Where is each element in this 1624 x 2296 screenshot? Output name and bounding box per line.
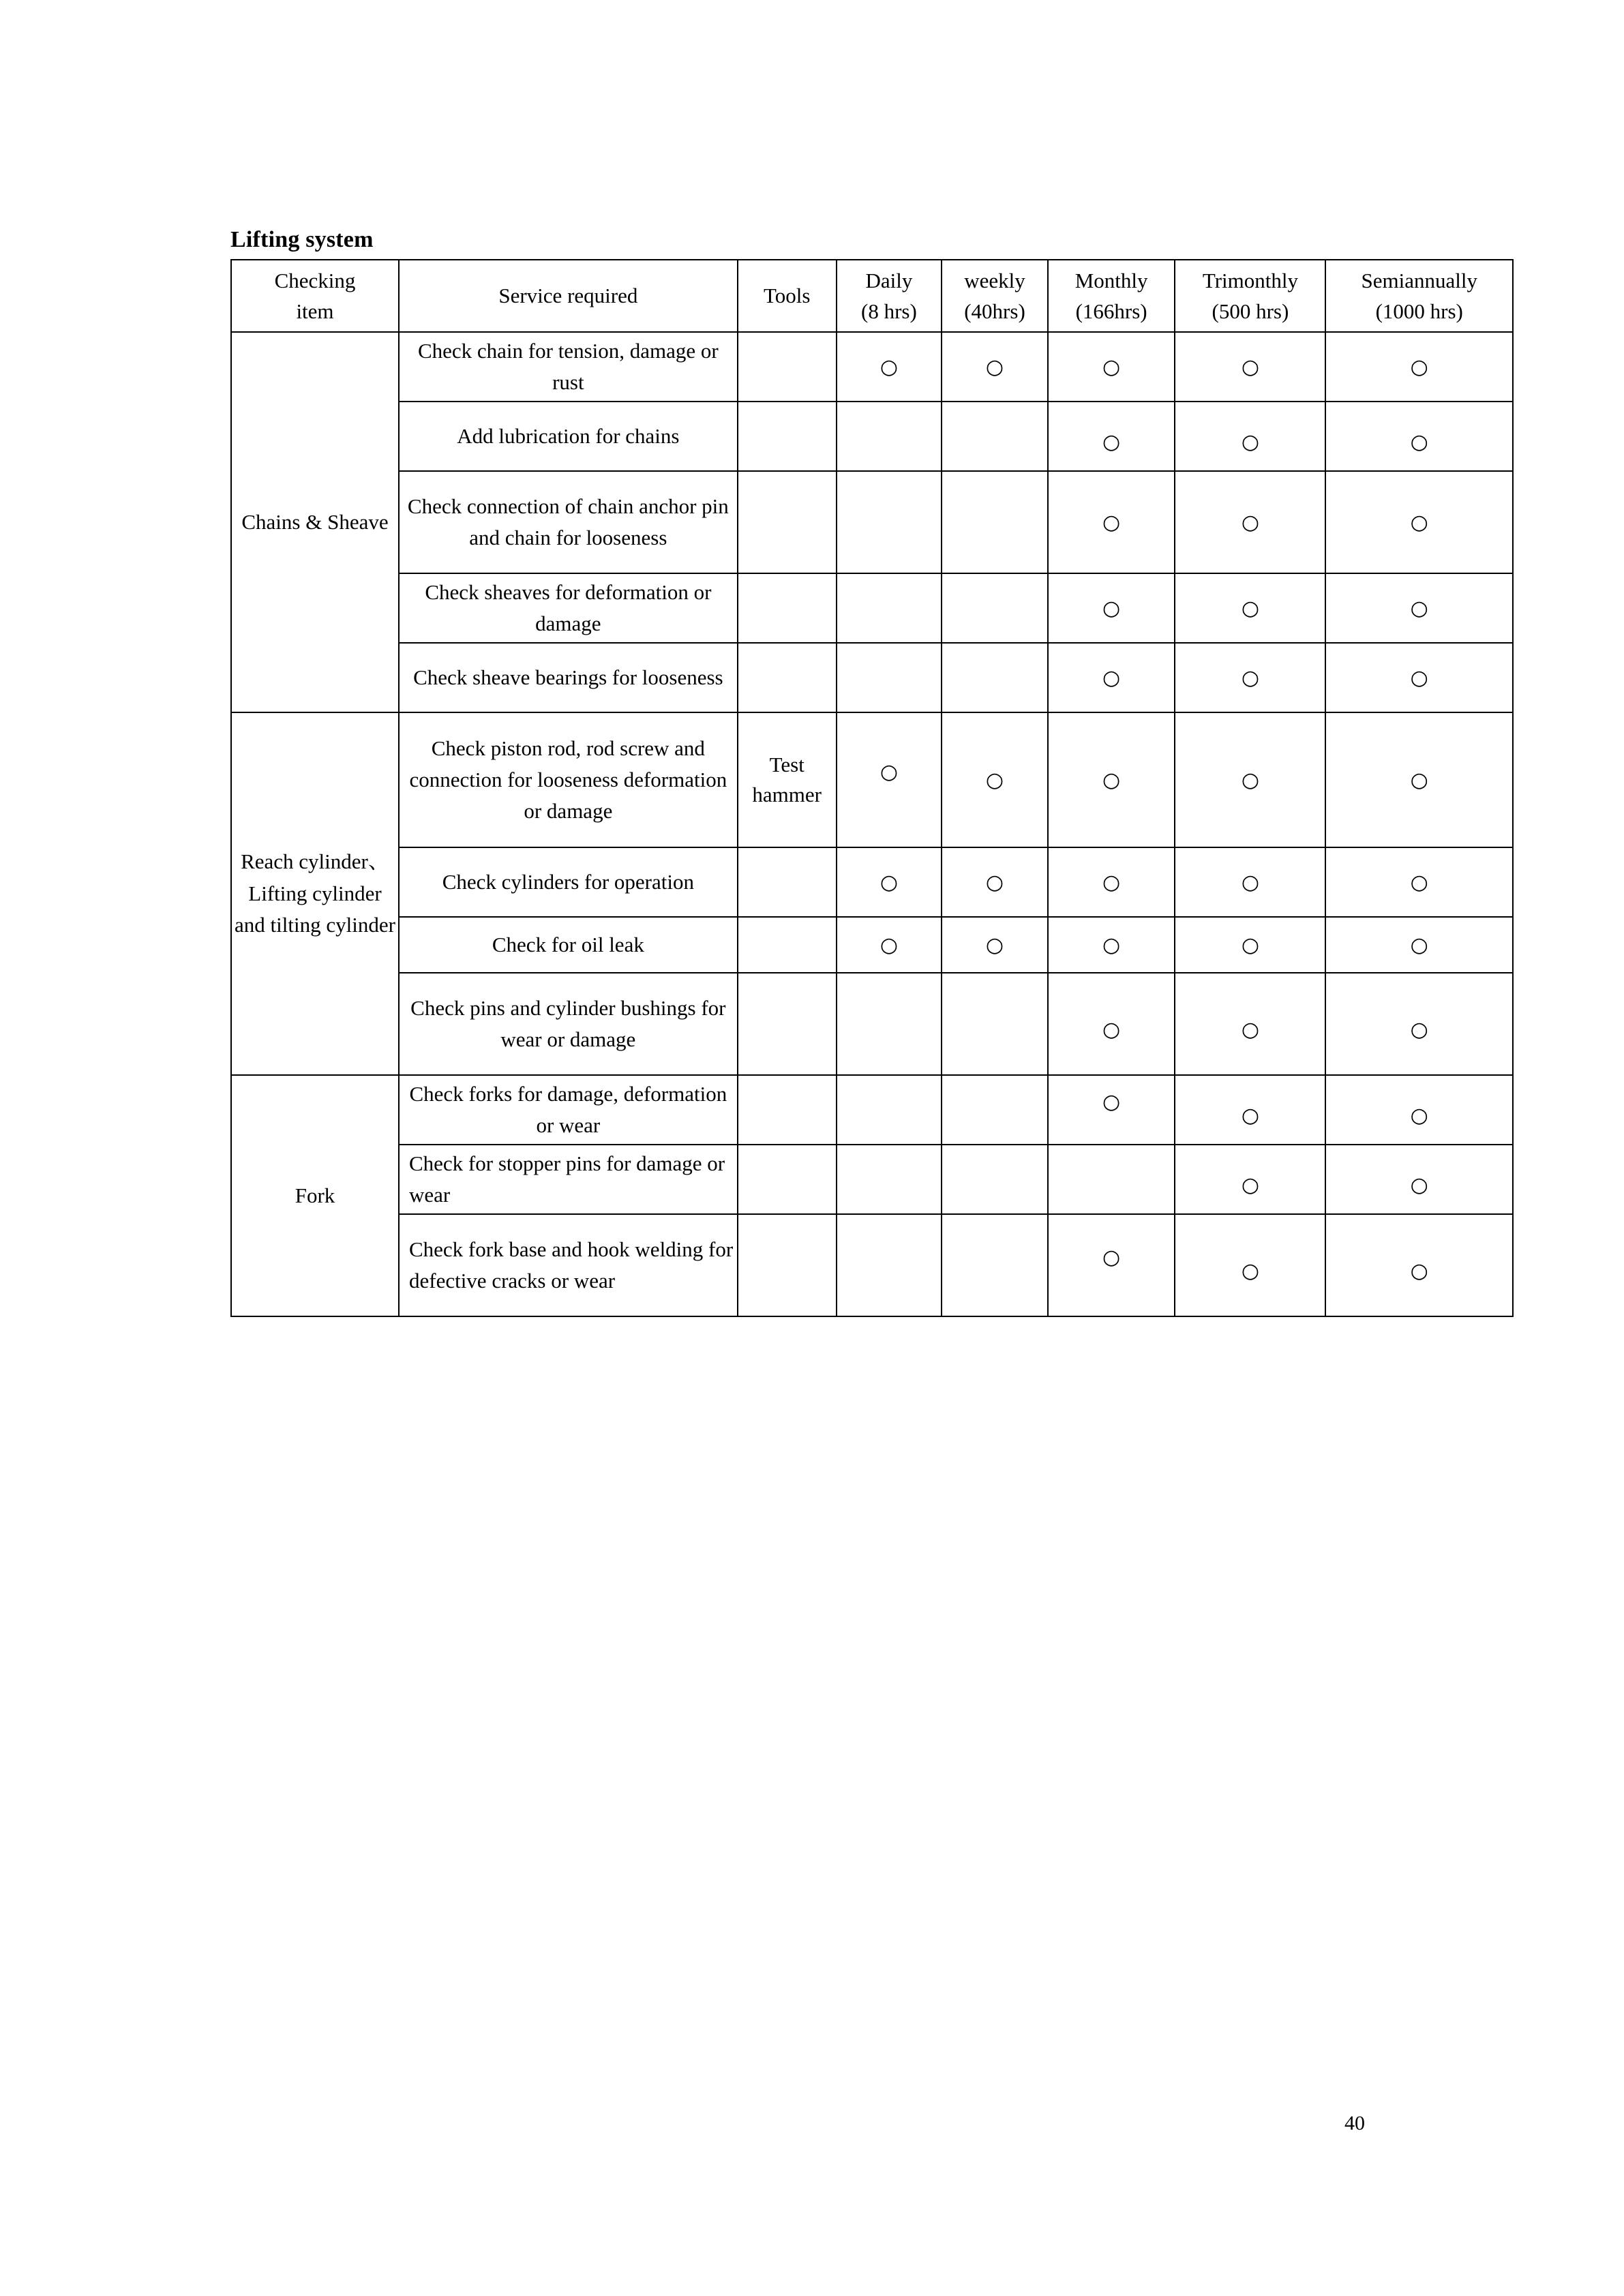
check-mark-circle: ○ <box>1102 1245 1121 1270</box>
table-body <box>231 260 1513 1316</box>
check-mark-circle: ○ <box>1410 1173 1428 1198</box>
check-mark-circle: ○ <box>1410 1104 1428 1128</box>
check-mark-circle: ○ <box>1102 511 1121 535</box>
monthly-line-1: Monthly <box>1074 268 1148 292</box>
check-mark-circle: ○ <box>1102 666 1121 691</box>
mark-monthly <box>1048 1075 1175 1145</box>
weekly-line-2: (40hrs) <box>964 299 1025 323</box>
check-mark-circle: ○ <box>1241 1259 1260 1284</box>
check-mark-circle: ○ <box>1410 768 1428 793</box>
check-mark-circle: ○ <box>985 355 1004 380</box>
check-mark-circle: ○ <box>1102 768 1121 793</box>
tools-cell: Test hammer <box>738 712 837 847</box>
service-required-cell: Add lubrication for chains <box>399 402 738 471</box>
check-mark-circle: ○ <box>1241 768 1260 793</box>
semiannually-line-1: Semiannually <box>1361 268 1477 292</box>
table-row <box>231 917 1513 973</box>
trimonthly-line-2: (500 hrs) <box>1212 299 1289 323</box>
tools-cell <box>738 402 837 471</box>
mark-semiannually <box>1325 332 1513 402</box>
tools-cell <box>738 1145 837 1214</box>
mark-semiannually <box>1325 402 1513 471</box>
service-required-cell: Check cylinders for operation <box>399 847 738 917</box>
mark-daily <box>837 471 942 573</box>
tools-cell <box>738 917 837 973</box>
service-required-cell: Check sheave bearings for looseness <box>399 643 738 712</box>
mark-daily <box>837 402 942 471</box>
service-required-cell: Check for oil leak <box>399 917 738 973</box>
table-row <box>231 573 1513 643</box>
check-mark-circle: ○ <box>985 933 1004 958</box>
table-row <box>231 471 1513 573</box>
mark-daily <box>837 1214 942 1316</box>
service-required-cell: Check sheaves for deformation or damage <box>399 573 738 643</box>
table-row <box>231 332 1513 402</box>
check-mark-circle: ○ <box>1410 666 1428 691</box>
table-row <box>231 973 1513 1075</box>
mark-trimonthly <box>1175 973 1325 1075</box>
page-number: 40 <box>1344 2112 1365 2134</box>
mark-trimonthly <box>1175 471 1325 573</box>
page-title: Lifting system <box>230 227 374 252</box>
service-required-cell: Check for stopper pins for damage or wear <box>399 1145 738 1214</box>
mark-weekly <box>942 917 1048 973</box>
mark-weekly <box>942 643 1048 712</box>
check-mark-circle: ○ <box>1102 933 1121 958</box>
service-required-cell: Check connection of chain anchor pin and chain for looseness <box>399 471 738 573</box>
service-required-cell: Check forks for damage, deformation or wear <box>399 1075 738 1145</box>
mark-daily <box>837 1075 942 1145</box>
mark-daily <box>837 1145 942 1214</box>
mark-trimonthly <box>1175 712 1325 847</box>
checking-item-fork: Fork <box>231 1075 399 1316</box>
check-mark-circle: ○ <box>1241 1104 1260 1128</box>
daily-line-2: (8 hrs) <box>861 299 917 323</box>
mark-weekly <box>942 973 1048 1075</box>
mark-weekly <box>942 712 1048 847</box>
mark-monthly <box>1048 1214 1175 1316</box>
column-header-service-required: Service required <box>399 260 738 332</box>
table-row <box>231 1075 1513 1145</box>
mark-weekly <box>942 1075 1048 1145</box>
check-mark-circle: ○ <box>1410 511 1428 535</box>
table-row <box>231 402 1513 471</box>
service-required-cell: Check piston rod, rod screw and connection for looseness deformation or damage <box>399 712 738 847</box>
mark-semiannually <box>1325 643 1513 712</box>
mark-weekly <box>942 332 1048 402</box>
check-mark-circle: ○ <box>1102 1018 1121 1042</box>
check-mark-circle: ○ <box>1102 871 1121 895</box>
column-header-checking-item <box>231 260 399 332</box>
tools-cell <box>738 471 837 573</box>
check-mark-circle: ○ <box>1410 1259 1428 1284</box>
mark-trimonthly <box>1175 917 1325 973</box>
mark-monthly <box>1048 973 1175 1075</box>
mark-monthly <box>1048 643 1175 712</box>
check-mark-circle: ○ <box>1241 430 1260 455</box>
column-header-semiannually <box>1325 260 1513 332</box>
mark-trimonthly <box>1175 1214 1325 1316</box>
column-header-daily <box>837 260 942 332</box>
mark-weekly <box>942 1145 1048 1214</box>
checking-item-line-2: item <box>296 299 334 323</box>
maintenance-schedule-table <box>230 259 1514 1317</box>
monthly-line-2: (166hrs) <box>1075 299 1147 323</box>
check-mark-circle: ○ <box>1410 933 1428 958</box>
mark-trimonthly <box>1175 1145 1325 1214</box>
mark-monthly <box>1048 573 1175 643</box>
mark-daily <box>837 332 942 402</box>
mark-monthly <box>1048 1145 1175 1214</box>
check-mark-circle: ○ <box>879 871 899 895</box>
mark-monthly <box>1048 847 1175 917</box>
check-mark-circle: ○ <box>985 768 1004 793</box>
checking-item-line-1: Checking <box>274 268 356 292</box>
column-header-trimonthly <box>1175 260 1325 332</box>
maintenance-table-wrapper <box>230 259 1514 1317</box>
mark-weekly <box>942 1214 1048 1316</box>
mark-weekly <box>942 402 1048 471</box>
mark-semiannually <box>1325 1145 1513 1214</box>
mark-trimonthly <box>1175 643 1325 712</box>
check-mark-circle: ○ <box>1102 430 1121 455</box>
mark-monthly <box>1048 917 1175 973</box>
tools-cell <box>738 573 837 643</box>
check-mark-circle: ○ <box>1410 355 1428 380</box>
check-mark-circle: ○ <box>1241 933 1260 958</box>
checking-item-reach-lifting-tilting-cylinder: Reach cylinder、Lifting cylinder and tilting cylinder <box>231 712 399 1075</box>
check-mark-circle: ○ <box>1102 596 1121 621</box>
check-mark-circle: ○ <box>879 760 899 785</box>
mark-trimonthly <box>1175 847 1325 917</box>
check-mark-circle: ○ <box>1241 355 1260 380</box>
table-row <box>231 643 1513 712</box>
trimonthly-line-1: Trimonthly <box>1202 268 1298 292</box>
check-mark-circle: ○ <box>879 933 899 958</box>
check-mark-circle: ○ <box>985 871 1004 895</box>
check-mark-circle: ○ <box>1410 596 1428 621</box>
mark-semiannually <box>1325 471 1513 573</box>
mark-daily <box>837 917 942 973</box>
mark-semiannually <box>1325 847 1513 917</box>
table-header-row <box>231 260 1513 332</box>
mark-trimonthly <box>1175 1075 1325 1145</box>
weekly-line-1: weekly <box>964 268 1025 292</box>
mark-daily <box>837 712 942 847</box>
mark-trimonthly <box>1175 402 1325 471</box>
mark-semiannually <box>1325 712 1513 847</box>
tools-cell <box>738 643 837 712</box>
mark-monthly <box>1048 471 1175 573</box>
check-mark-circle: ○ <box>1241 511 1260 535</box>
mark-monthly <box>1048 712 1175 847</box>
check-mark-circle: ○ <box>1102 1090 1121 1115</box>
table-row <box>231 847 1513 917</box>
mark-semiannually <box>1325 973 1513 1075</box>
table-row <box>231 1214 1513 1316</box>
tools-cell <box>738 973 837 1075</box>
table-row <box>231 1145 1513 1214</box>
mark-semiannually <box>1325 1075 1513 1145</box>
semiannually-line-2: (1000 hrs) <box>1375 299 1463 323</box>
mark-weekly <box>942 573 1048 643</box>
tools-cell <box>738 1075 837 1145</box>
daily-line-1: Daily <box>865 268 913 292</box>
check-mark-circle: ○ <box>1410 430 1428 455</box>
mark-daily <box>837 643 942 712</box>
check-mark-circle: ○ <box>1102 355 1121 380</box>
mark-semiannually <box>1325 917 1513 973</box>
mark-daily <box>837 573 942 643</box>
column-header-tools: Tools <box>738 260 837 332</box>
service-required-cell: Check fork base and hook welding for defective cracks or wear <box>399 1214 738 1316</box>
mark-semiannually <box>1325 573 1513 643</box>
mark-daily <box>837 847 942 917</box>
mark-monthly <box>1048 402 1175 471</box>
check-mark-circle: ○ <box>1241 666 1260 691</box>
mark-daily <box>837 973 942 1075</box>
mark-semiannually <box>1325 1214 1513 1316</box>
tools-cell <box>738 1214 837 1316</box>
check-mark-circle: ○ <box>1241 596 1260 621</box>
mark-trimonthly <box>1175 573 1325 643</box>
column-header-weekly <box>942 260 1048 332</box>
column-header-monthly <box>1048 260 1175 332</box>
check-mark-circle: ○ <box>1241 1018 1260 1042</box>
tools-cell <box>738 332 837 402</box>
tools-cell <box>738 847 837 917</box>
table-row <box>231 712 1513 847</box>
check-mark-circle: ○ <box>879 355 899 380</box>
service-required-cell: Check pins and cylinder bushings for wear or damage <box>399 973 738 1075</box>
check-mark-circle: ○ <box>1410 871 1428 895</box>
service-required-cell: Check chain for tension, damage or rust <box>399 332 738 402</box>
check-mark-circle: ○ <box>1410 1018 1428 1042</box>
checking-item-chains-sheave: Chains & Sheave <box>231 332 399 712</box>
mark-weekly <box>942 471 1048 573</box>
mark-trimonthly <box>1175 332 1325 402</box>
mark-weekly <box>942 847 1048 917</box>
check-mark-circle: ○ <box>1241 1173 1260 1198</box>
check-mark-circle: ○ <box>1241 871 1260 895</box>
mark-monthly <box>1048 332 1175 402</box>
